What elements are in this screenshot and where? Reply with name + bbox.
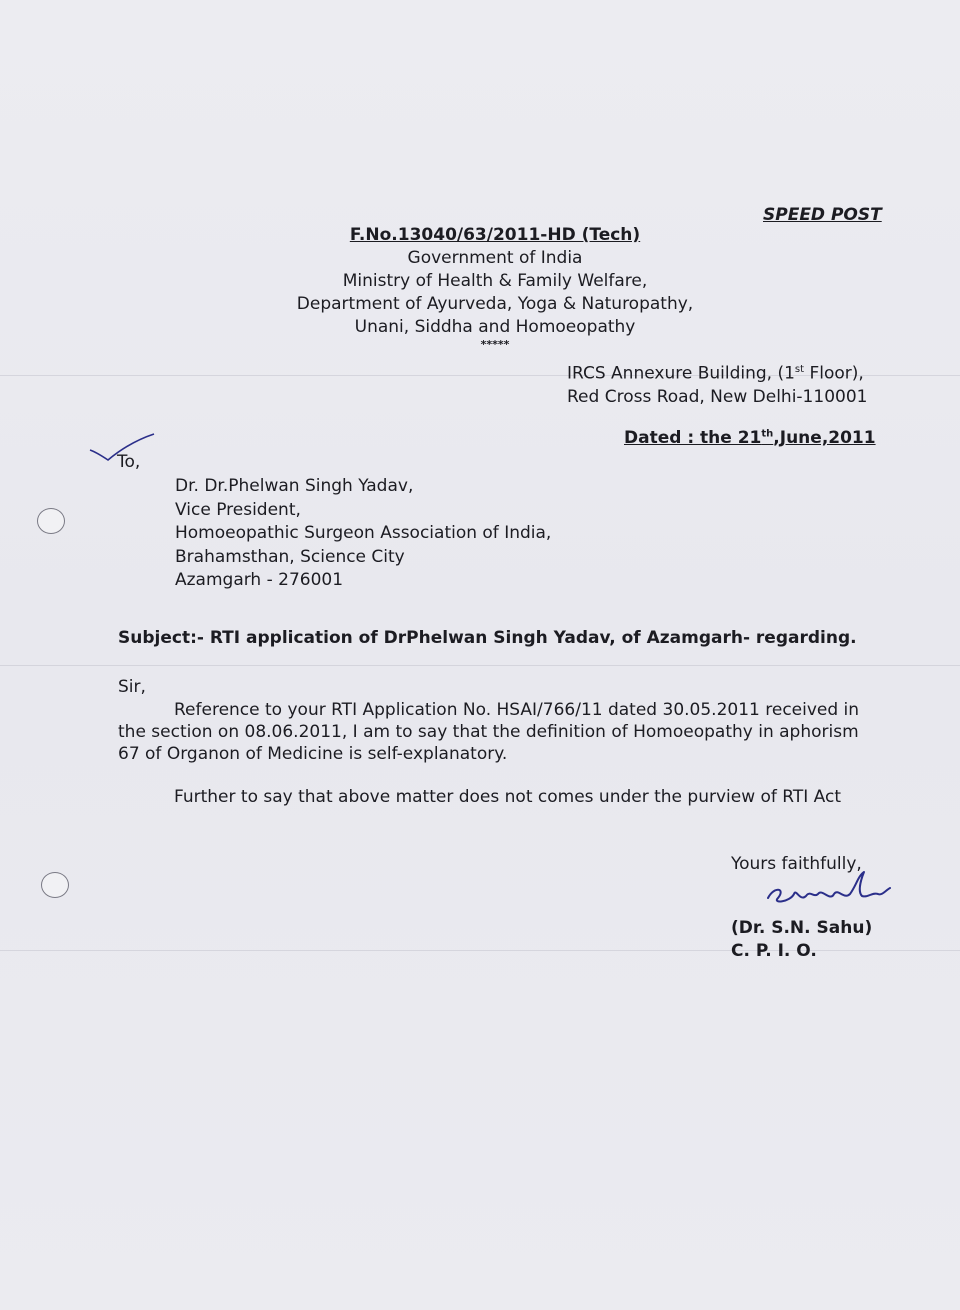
body-paragraph-2: Further to say that above matter does not comes under the purview of RTI Act: [174, 787, 842, 807]
recipient-line: Brahamsthan, Science City: [175, 546, 405, 567]
closing-phrase: Yours faithfully,: [731, 854, 862, 874]
signatory: [731, 917, 872, 963]
letter-date: Dated : the 21th,June,2011: [624, 428, 876, 448]
signer-name: (Dr. S.N. Sahu): [731, 918, 873, 938]
letterhead-line: Unani, Siddha and Homoeopathy: [354, 317, 636, 337]
recipient-line: Vice President,: [175, 499, 301, 520]
salutation: Sir,: [118, 677, 146, 697]
recipient-address: [175, 475, 551, 593]
stars-divider: *****: [480, 338, 510, 351]
body-paragraph-1: Reference to your RTI Application No. HSAI/766/11 dated 30.05.2011 received in the section on 08.06.2011, I am to say that the definition of Homoeopathy in aphorism 67 of Organon of Medicine is self-explanatory.: [118, 700, 860, 764]
subject-line: Subject:- RTI application of DrPhelwan Singh Yadav, of Azamgarh- regarding.: [118, 628, 857, 648]
letterhead-line: Government of India: [407, 248, 583, 268]
to-label: To,: [117, 452, 141, 472]
recipient-line: Azamgarh - 276001: [175, 570, 344, 590]
handwritten-signature: [760, 868, 910, 913]
file-number: F.No.13040/63/2011-HD (Tech): [349, 225, 641, 245]
recipient-line: Homoeopathic Surgeon Association of India,: [175, 523, 552, 543]
punch-hole: [41, 872, 69, 898]
address-line-2: Red Cross Road, New Delhi-110001: [567, 386, 868, 407]
office-address: [567, 358, 867, 409]
letterhead: [280, 247, 710, 339]
speed-post-label: SPEED POST: [763, 205, 882, 225]
recipient-line: Dr. Dr.Phelwan Singh Yadav,: [175, 476, 414, 496]
punch-hole: [37, 508, 65, 534]
address-line-1: IRCS Annexure Building, (1st Floor),: [567, 363, 864, 384]
signer-title: C. P. I. O.: [731, 941, 817, 961]
letterhead-line: Department of Ayurveda, Yoga & Naturopathy,: [296, 294, 694, 314]
fold-line: [0, 665, 960, 666]
letterhead-line: Ministry of Health & Family Welfare,: [342, 271, 648, 291]
